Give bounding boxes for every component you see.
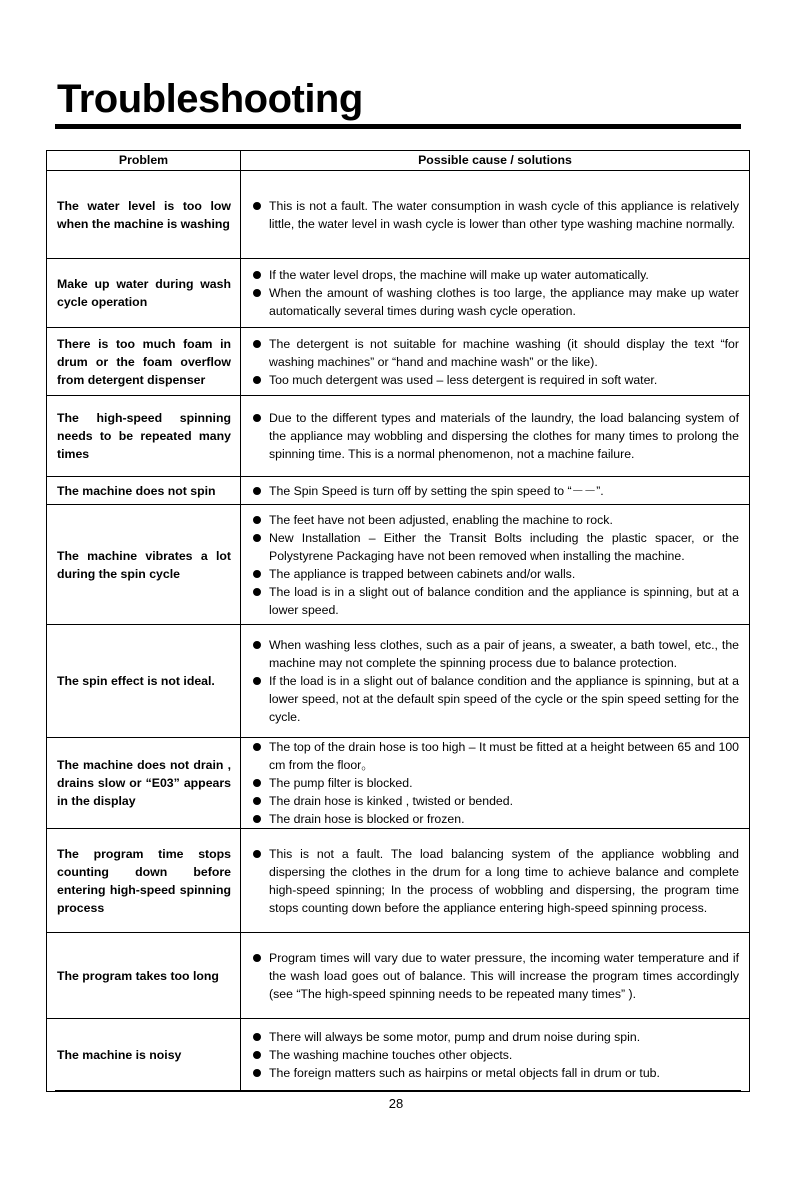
solution-cell xyxy=(241,505,750,625)
solution-cell xyxy=(241,396,750,477)
table-row xyxy=(47,477,750,505)
troubleshooting-table xyxy=(46,150,750,1092)
problem-cell: There is too much foam in drum or the foam overflow from detergent dispenser xyxy=(47,328,241,396)
problem-cell: The machine does not spin xyxy=(47,477,241,505)
column-header-problem: Problem xyxy=(47,151,241,171)
solution-item: This is not a fault. The load balancing system of the appliance wobbling and dispersing the clothes in the drum for a long time to achieve balance and complete high-speed spinning; In the process of wobbling and dispersing, the program time stops counting down before the appliance entering high-speed spinning process. xyxy=(250,845,739,917)
solution-item: If the water level drops, the machine will make up water automatically. xyxy=(250,266,739,284)
problem-cell: The machine is noisy xyxy=(47,1019,241,1092)
solution-cell xyxy=(241,1019,750,1092)
solution-item: The load is in a slight out of balance condition and the appliance is spinning, but at a lower speed. xyxy=(250,583,739,619)
solution-item: If the load is in a slight out of balance condition and the appliance is spinning, but at a lower speed, not at the default spin speed of the cycle or the spin speed setting for the cycle. xyxy=(250,672,739,726)
solution-item: The appliance is trapped between cabinets and/or walls. xyxy=(250,565,739,583)
solution-cell xyxy=(241,171,750,259)
solution-cell xyxy=(241,477,750,505)
solution-item: When washing less clothes, such as a pair of jeans, a sweater, a bath towel, etc., the machine may not complete the spinning process due to balance protection. xyxy=(250,636,739,672)
table-row xyxy=(47,738,750,829)
table-row xyxy=(47,505,750,625)
table-row xyxy=(47,396,750,477)
solution-item: The washing machine touches other objects. xyxy=(250,1046,739,1064)
solution-item: New Installation – Either the Transit Bolts including the plastic spacer, or the Polystyrene Packaging have not been removed when installing the machine. xyxy=(250,529,739,565)
solution-cell xyxy=(241,328,750,396)
problem-cell: The machine vibrates a lot during the spin cycle xyxy=(47,505,241,625)
solution-item: When the amount of washing clothes is too large, the appliance may make up water automatically several times during wash cycle operation. xyxy=(250,284,739,320)
problem-cell: The program takes too long xyxy=(47,933,241,1019)
solution-item: This is not a fault. The water consumption in wash cycle of this appliance is relatively little, the water level in wash cycle is lower than other type washing machine normally. xyxy=(250,197,739,233)
solution-item: The feet have not been adjusted, enabling the machine to rock. xyxy=(250,511,739,529)
column-header-solutions: Possible cause / solutions xyxy=(241,151,750,171)
problem-cell: The spin effect is not ideal. xyxy=(47,625,241,738)
solution-item: The top of the drain hose is too high – It must be fitted at a height between 65 and 100 cm from the floor。 xyxy=(250,738,739,774)
solution-item: The foreign matters such as hairpins or metal objects fall in drum or tub. xyxy=(250,1064,739,1082)
solution-item: There will always be some motor, pump and drum noise during spin. xyxy=(250,1028,739,1046)
page-title: Troubleshooting xyxy=(57,77,363,121)
table-header-row xyxy=(47,151,750,171)
solution-cell xyxy=(241,738,750,829)
solution-cell xyxy=(241,829,750,933)
problem-cell: The water level is too low when the machine is washing xyxy=(47,171,241,259)
page-number: 28 xyxy=(388,1096,404,1111)
problem-cell: Make up water during wash cycle operation xyxy=(47,259,241,328)
solution-cell xyxy=(241,259,750,328)
solution-item: Due to the different types and materials of the laundry, the load balancing system of the appliance may wobbling and dispersing the clothes for many times to prolong the spinning time. This is a normal phenomenon, not a machine failure. xyxy=(250,409,739,463)
title-divider xyxy=(55,124,741,129)
table-row xyxy=(47,259,750,328)
solution-item: The drain hose is kinked , twisted or bended. xyxy=(250,792,739,810)
problem-cell: The high-speed spinning needs to be repeated many times xyxy=(47,396,241,477)
table-row xyxy=(47,933,750,1019)
solution-item: The Spin Speed is turn off by setting the spin speed to “－－”. xyxy=(250,482,739,500)
table-row xyxy=(47,171,750,259)
solution-item: The pump filter is blocked. xyxy=(250,774,739,792)
table-row xyxy=(47,1019,750,1092)
problem-cell: The machine does not drain , drains slow or “E03” appears in the display xyxy=(47,738,241,829)
footer-divider xyxy=(55,1090,741,1092)
solution-item: Too much detergent was used – less detergent is required in soft water. xyxy=(250,371,739,389)
solution-cell xyxy=(241,625,750,738)
problem-cell: The program time stops counting down before entering high-speed spinning process xyxy=(47,829,241,933)
solution-item: The detergent is not suitable for machine washing (it should display the text “for washing machines” or “hand and machine wash” or the like). xyxy=(250,335,739,371)
table-row xyxy=(47,625,750,738)
solution-item: Program times will vary due to water pressure, the incoming water temperature and if the wash load goes out of balance. This will increase the program times accordingly (see “The high-speed spinning needs to be repeated many times” ). xyxy=(250,949,739,1003)
solution-cell xyxy=(241,933,750,1019)
table-row xyxy=(47,829,750,933)
solution-item: The drain hose is blocked or frozen. xyxy=(250,810,739,828)
table-row xyxy=(47,328,750,396)
